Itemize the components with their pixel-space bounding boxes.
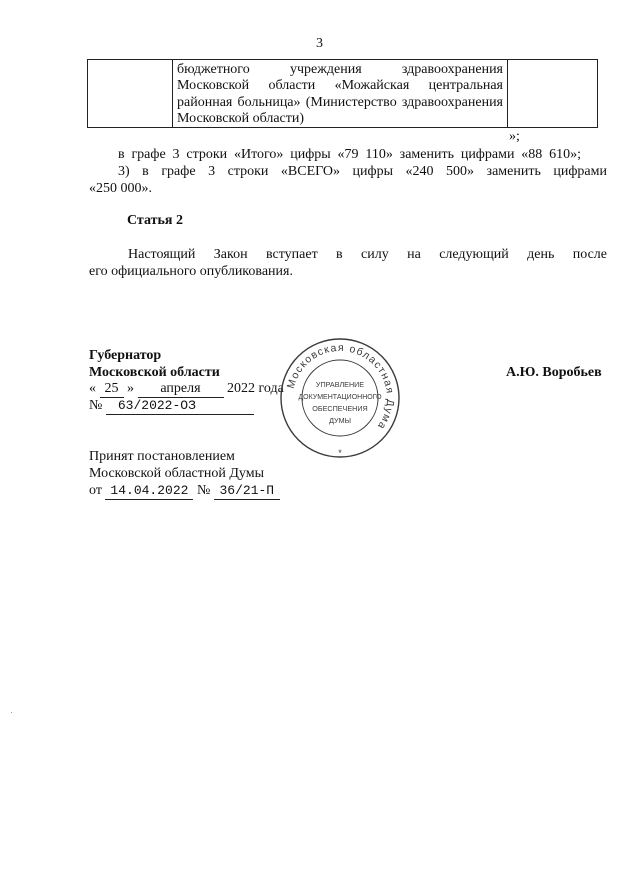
official-seal [278, 336, 402, 460]
adoption-date: 14.04.2022 [105, 483, 193, 500]
seal-line-3: ОБЕСПЕЧЕНИЯ [312, 404, 368, 413]
article-text-line-1: Настоящий Закон вступает в силу на следующий день после [128, 247, 607, 262]
article-text-line-2: его официального опубликования. [89, 264, 293, 279]
signing-day: 25 [100, 381, 124, 398]
signing-month: апреля [138, 381, 224, 398]
seal-star: * [338, 448, 342, 458]
signatory-title-line-2: Московской области [89, 365, 220, 380]
table-row [88, 60, 598, 128]
law-number-label: № [89, 398, 103, 413]
adoption-line-2: Московской областной Думы [89, 466, 264, 481]
amendment-line-3: «250 000». [89, 181, 152, 196]
article-heading: Статья 2 [127, 213, 183, 228]
institution-text: бюджетного учреждения здравоохранения Московской области «Можайская центральная районная больница» (Министерство здравоохранения Московской области) [177, 62, 503, 126]
seal-line-4: ДУМЫ [329, 416, 351, 425]
adoption-date-number [89, 483, 280, 500]
signatory-title-line-1: Губернатор [89, 348, 162, 363]
law-number [89, 398, 254, 415]
adoption-line-1: Принят постановлением [89, 449, 235, 464]
signing-date [89, 381, 284, 398]
amendment-line-2: 3) в графе 3 строки «ВСЕГО» цифры «240 500» заменить цифрами [118, 164, 607, 179]
closing-quote: »; [509, 129, 520, 144]
adoption-number-label: № [196, 483, 211, 498]
seal-line-2: ДОКУМЕНТАЦИОННОГО [298, 394, 382, 401]
date-close-quote: » [127, 381, 134, 396]
page-number: 3 [316, 36, 323, 51]
date-open-quote: « [89, 381, 96, 396]
adoption-date-label: от [89, 483, 102, 498]
table-cell-institution [173, 60, 508, 128]
table-cell-empty-right [508, 60, 598, 128]
signatory-name: А.Ю. Воробьев [506, 365, 602, 380]
table-cell-empty-left [88, 60, 173, 128]
adoption-number: 36/21-П [214, 483, 280, 500]
scan-speck [11, 712, 12, 713]
seal-ring-text: Московская областная Дума [284, 341, 397, 433]
law-number-value: 63/2022-ОЗ [106, 398, 254, 415]
amendment-line-1: в графе 3 строки «Итого» цифры «79 110» заменить цифрами «88 610»; [118, 147, 581, 162]
seal-line-1: УПРАВЛЕНИЕ [315, 380, 365, 389]
signing-year: 2022 года [227, 381, 284, 396]
table-fragment [87, 59, 598, 128]
